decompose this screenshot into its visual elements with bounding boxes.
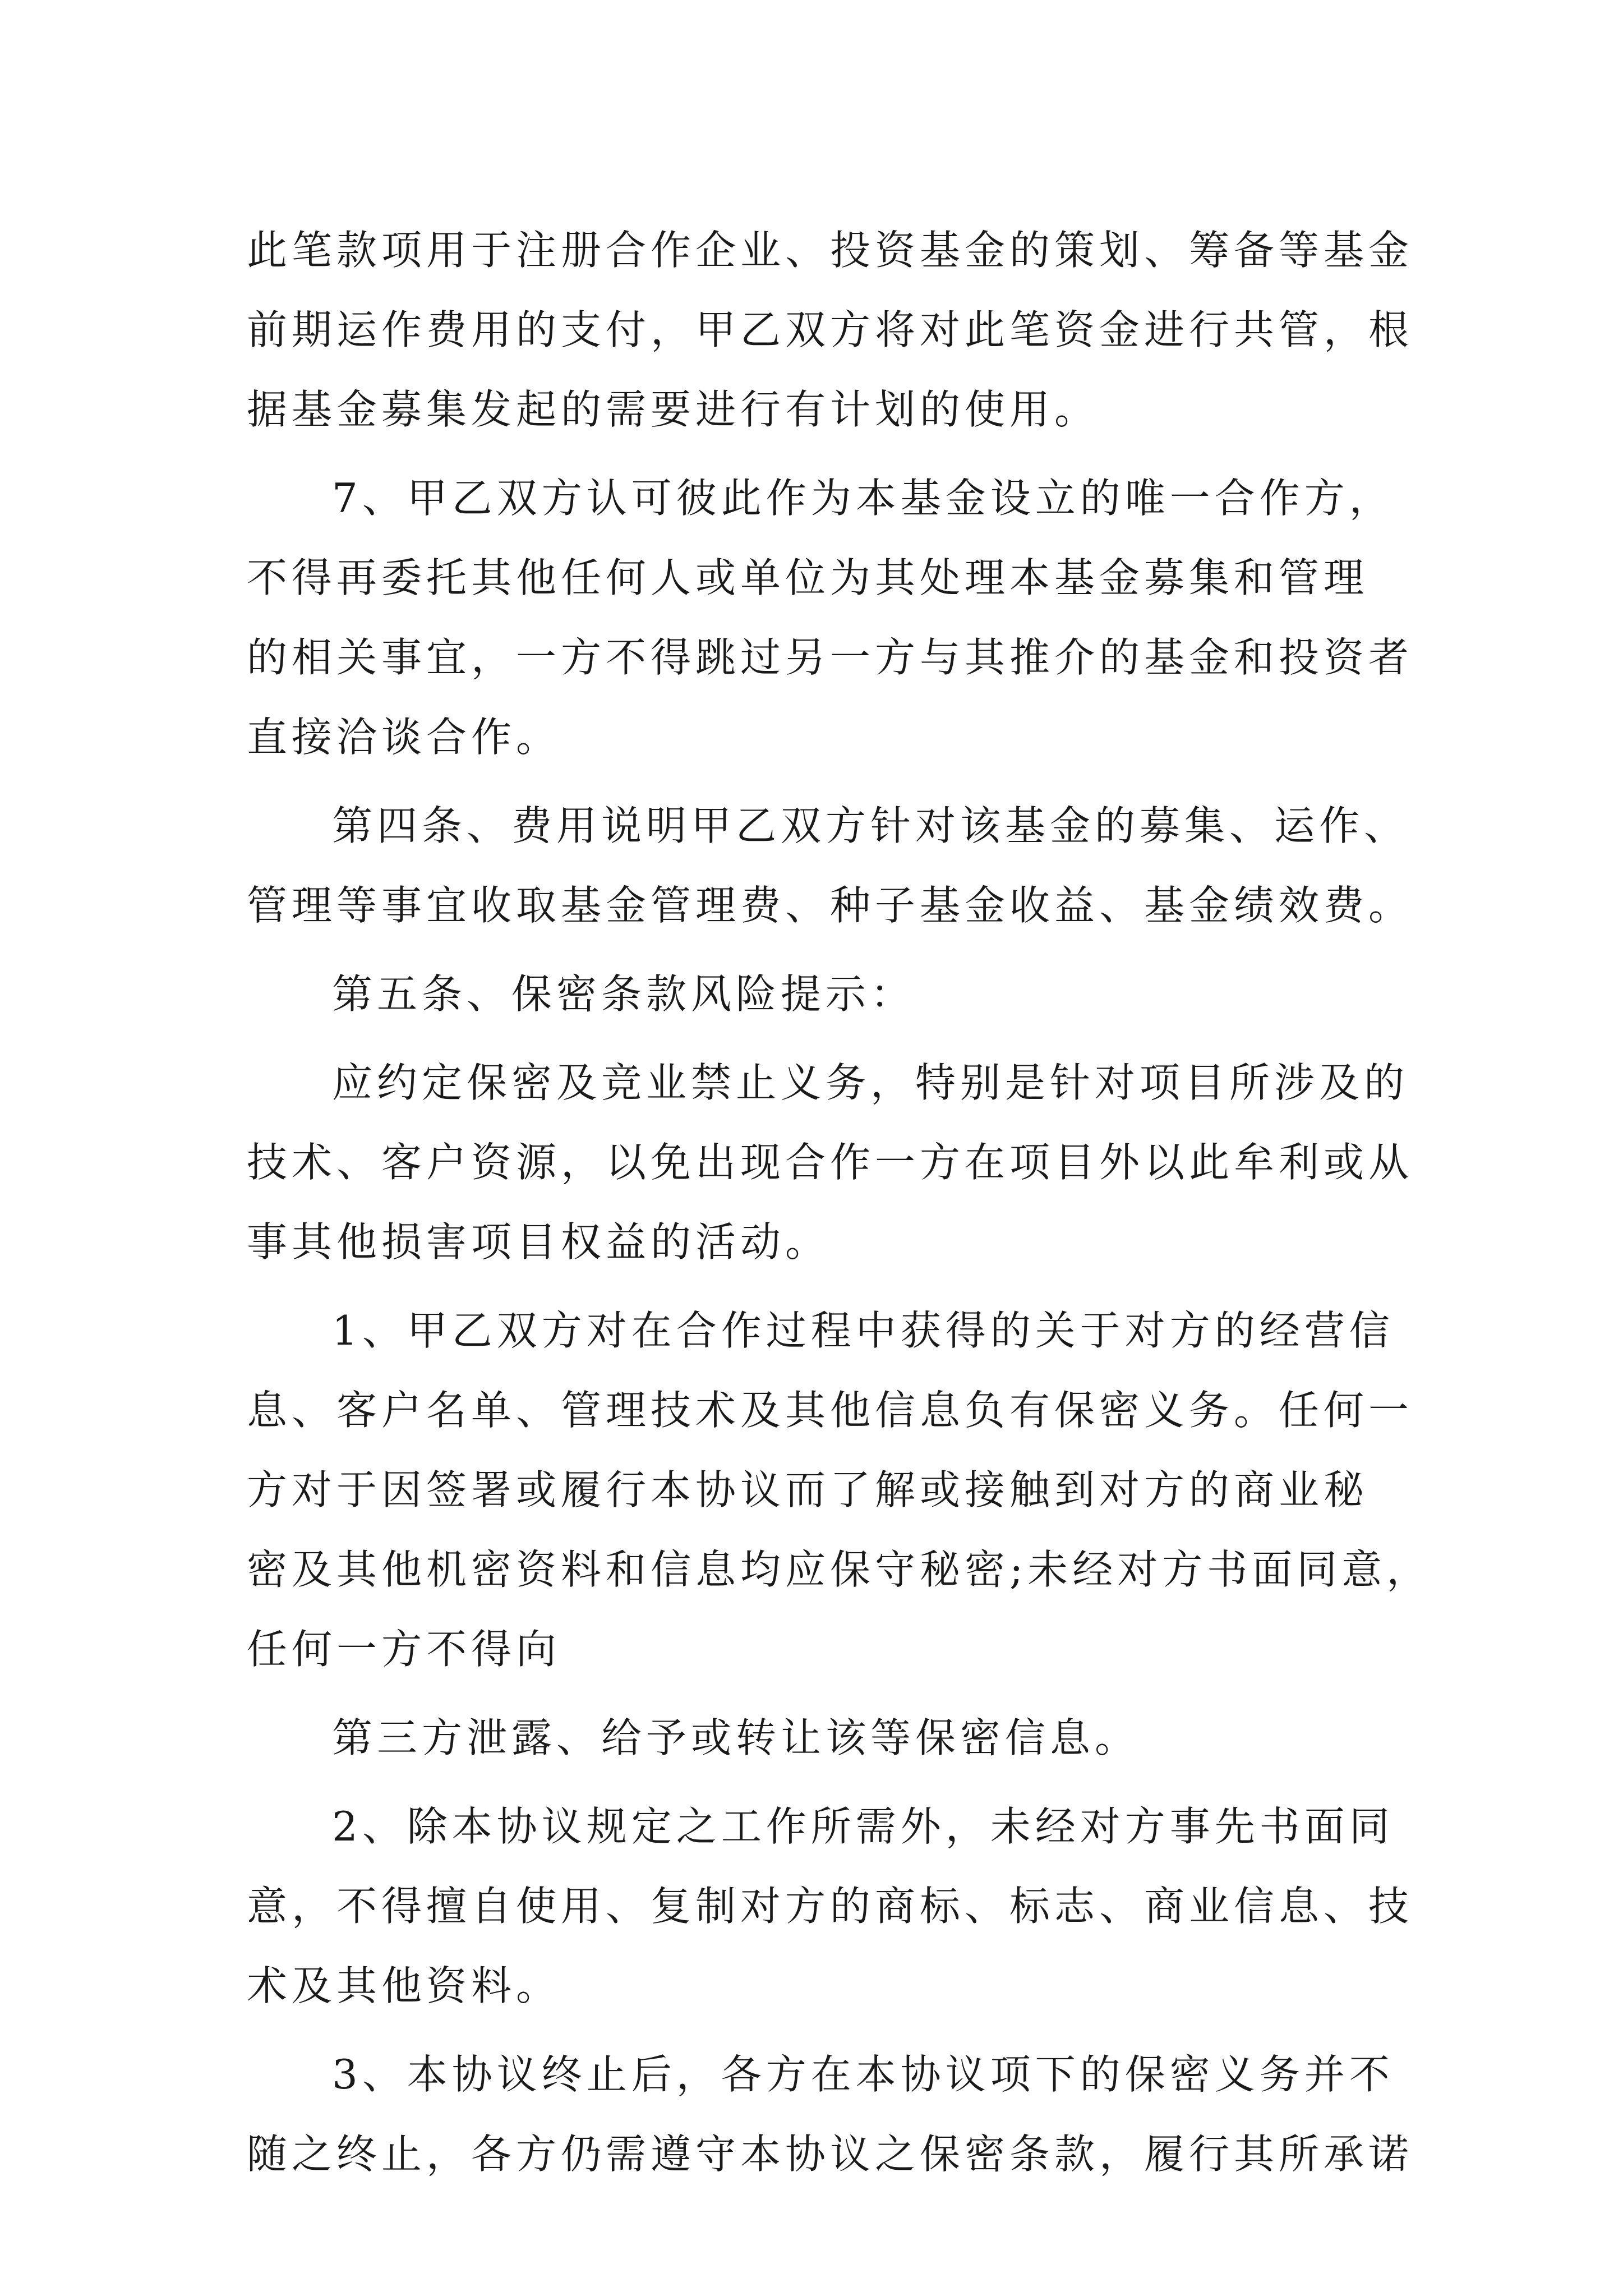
text-line: 7、甲乙双方认可彼此作为本基金设立的唯一合作方， (332, 475, 1394, 522)
text-line: 方对于因签署或履行本协议而了解或接触到对方的商业秘 (247, 1466, 1369, 1513)
text-line: 第五条、保密条款风险提示： (332, 970, 916, 1018)
document-body (247, 210, 1432, 2194)
text-line: 意，不得擅自使用、复制对方的商标、标志、商业信息、技 (247, 1883, 1414, 1930)
text-line: 密及其他机密资料和信息均应保守秘密;未经对方书面同意， (247, 1546, 1432, 1593)
text-line: 此笔款项用于注册合作企业、投资基金的策划、筹备等基金 (247, 227, 1414, 274)
text-line: 事其他损害项目权益的活动。 (247, 1218, 831, 1266)
text-line: 技术、客户资源，以免出现合作一方在项目外以此牟利或从 (247, 1139, 1414, 1186)
text-line: 2、除本协议规定之工作所需外，未经对方事先书面同 (332, 1803, 1394, 1850)
text-line: 直接洽谈合作。 (247, 714, 561, 761)
text-line: 的相关事宜，一方不得跳过另一方与其推介的基金和投资者 (247, 634, 1414, 681)
text-line: 应约定保密及竞业禁止义务，特别是针对项目所涉及的 (332, 1059, 1409, 1106)
text-line: 不得再委托其他任何人或单位为其处理本基金募集和管理 (247, 554, 1369, 601)
text-line: 术及其他资料。 (247, 1962, 561, 2009)
text-line: 管理等事宜收取基金管理费、种子基金收益、基金绩效费。 (247, 882, 1414, 929)
text-line: 第四条、费用说明甲乙双方针对该基金的募集、运作、 (332, 802, 1409, 849)
text-line: 息、客户名单、管理技术及其他信息负有保密义务。任何一 (247, 1387, 1414, 1434)
text-line: 第三方泄露、给予或转让该等保密信息。 (332, 1714, 1140, 1761)
text-line: 据基金募集发起的需要进行有计划的使用。 (247, 386, 1100, 433)
text-line: 1、甲乙双方对在合作过程中获得的关于对方的经营信 (332, 1307, 1394, 1354)
text-line: 任何一方不得向 (247, 1626, 561, 1673)
text-line: 前期运作费用的支付，甲乙双方将对此笔资金进行共管，根 (247, 306, 1414, 353)
text-line: 3、本协议终止后，各方在本协议项下的保密义务并不 (332, 2051, 1394, 2098)
text-line: 随之终止，各方仍需遵守本协议之保密条款，履行其所承诺 (247, 2131, 1414, 2178)
